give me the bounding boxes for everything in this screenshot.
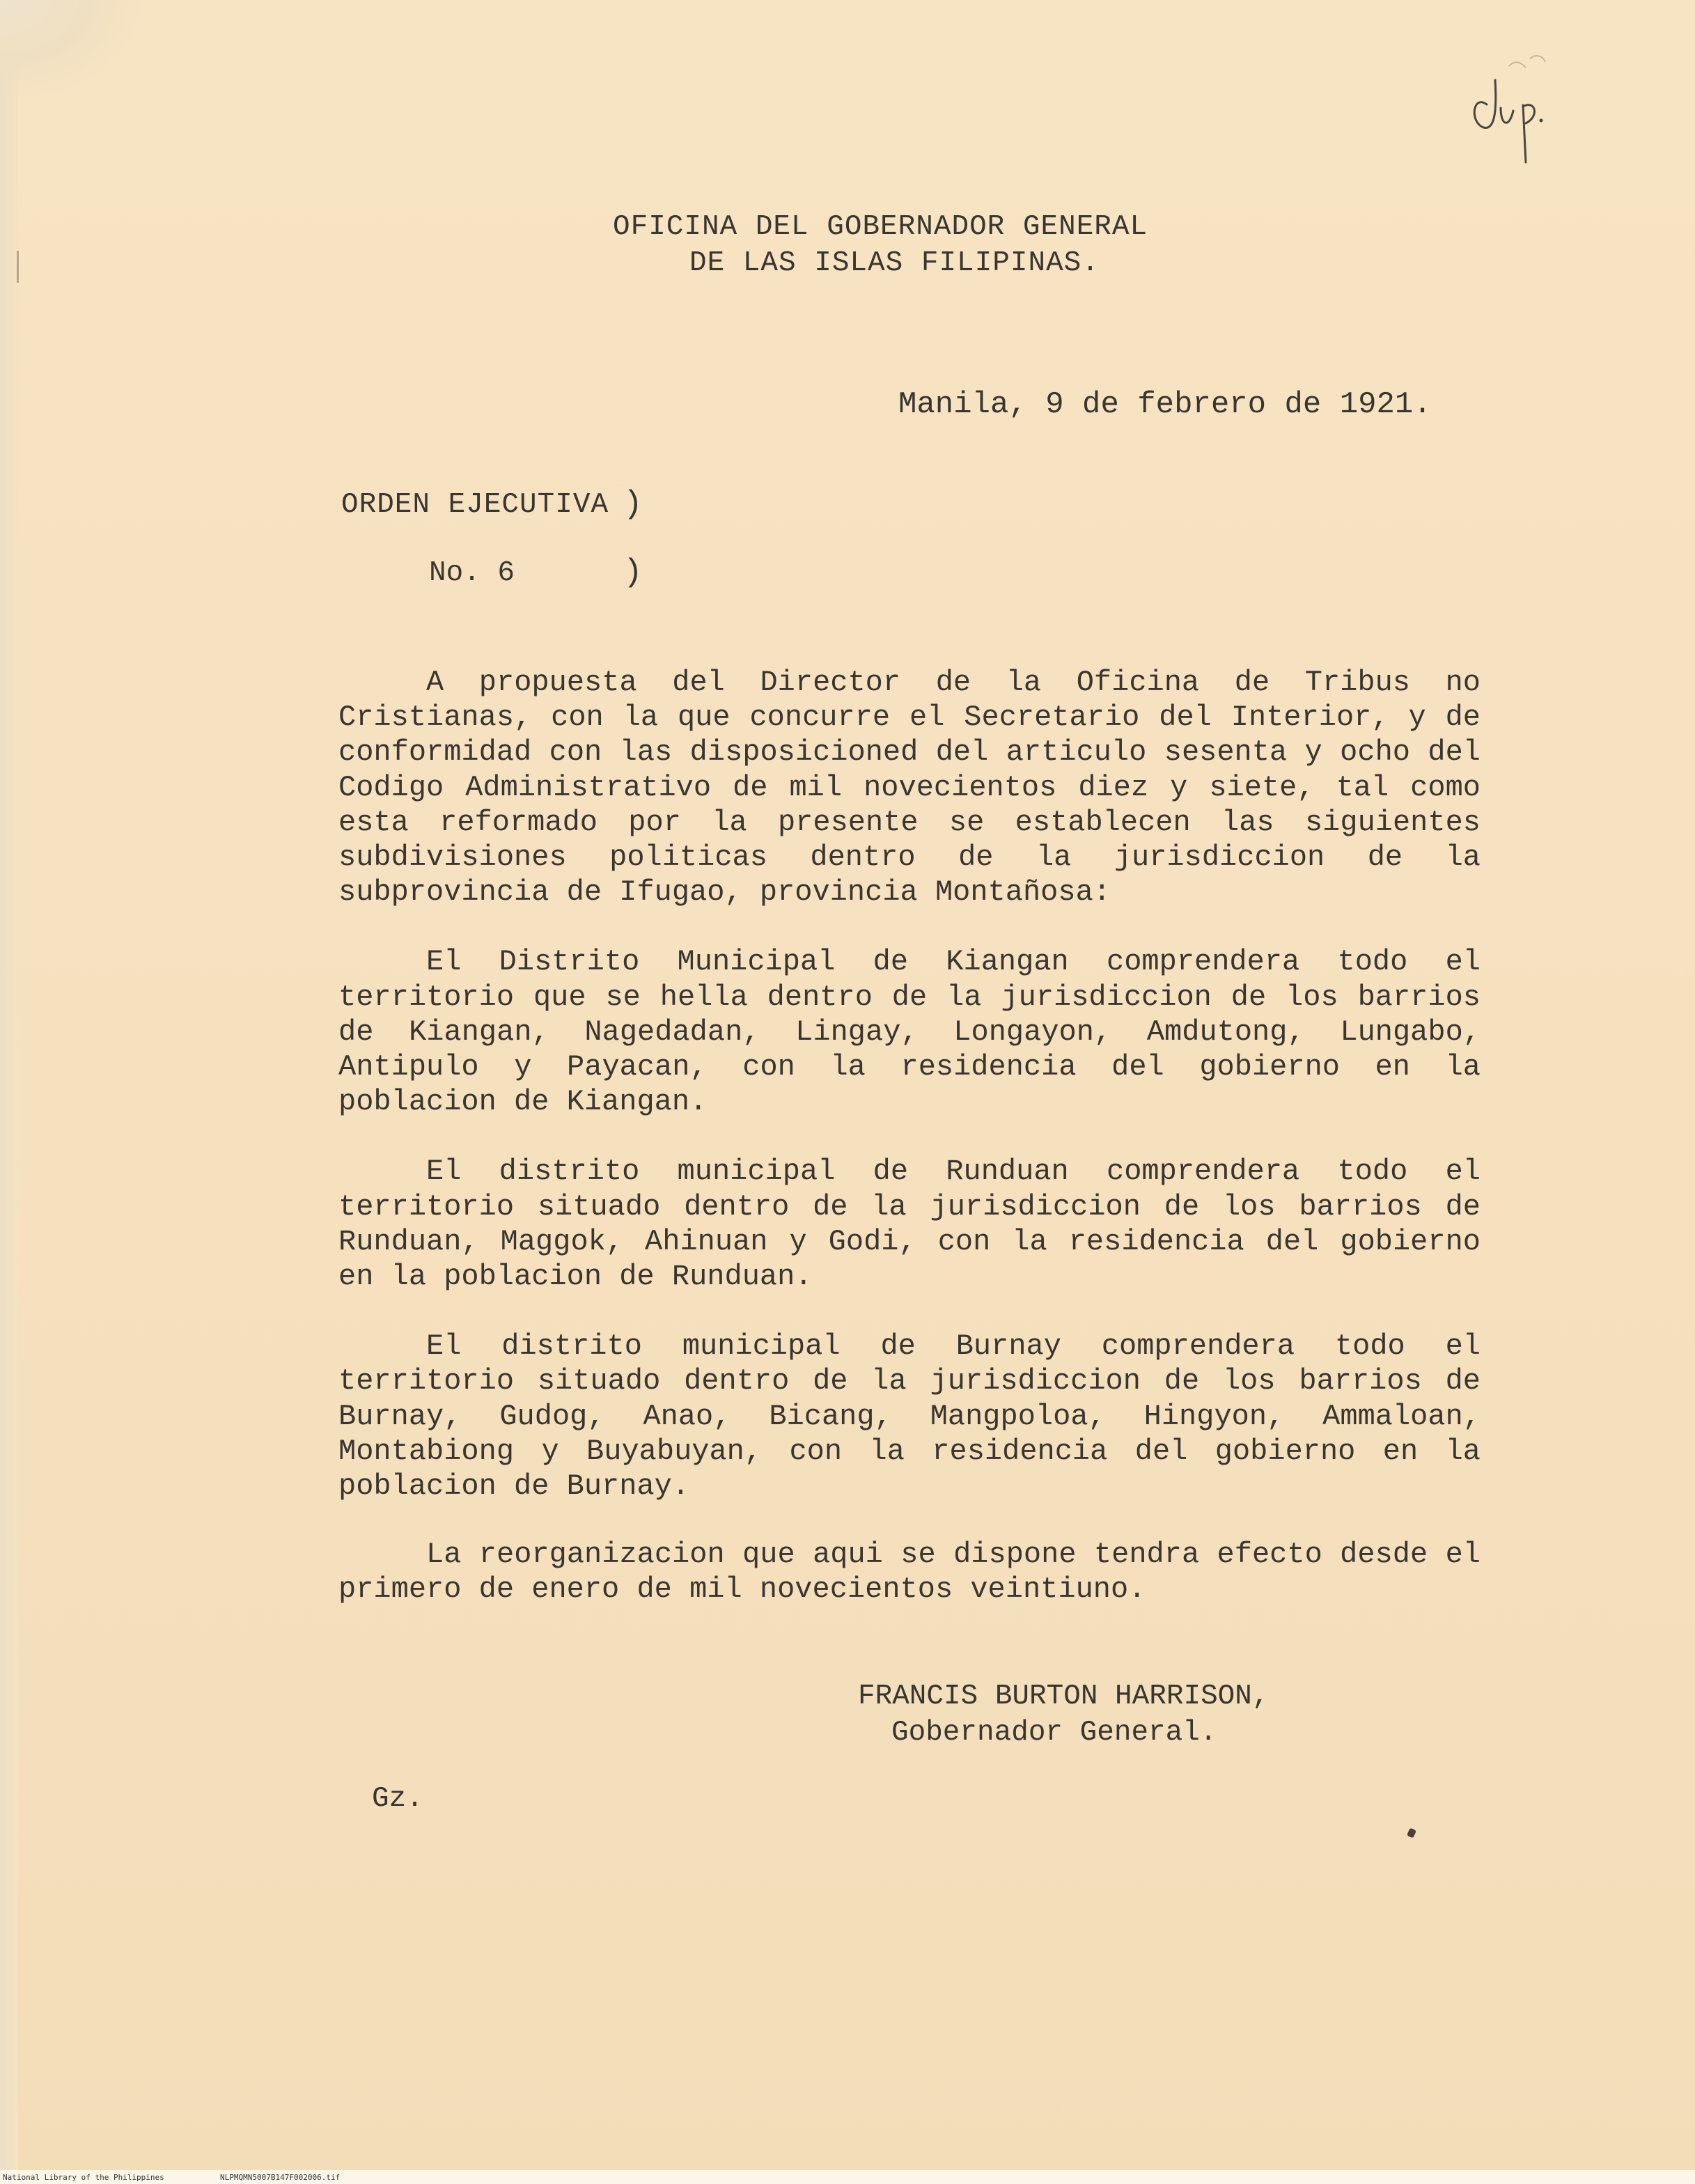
order-bracket-top: )	[623, 486, 643, 522]
typist-initials: Gz.	[372, 1783, 423, 1815]
page-edge	[0, 0, 18, 2184]
order-number: No. 6	[429, 557, 515, 589]
signatory-title: Gobernador General.	[891, 1717, 1217, 1749]
paragraph-runduan: El distrito municipal de Runduan comprendera todo el territorio situado dentro de la jurisdiccion de los barrios de Runduan, Maggok, Ahinuan y Godi, con la residencia del gobierno en la poblacion de Runduan.	[338, 1155, 1481, 1294]
footer-library-name: National Library of the Philippines	[3, 2173, 164, 2182]
margin-mark	[17, 251, 19, 283]
order-body	[338, 665, 1481, 1642]
ink-speck	[1407, 1827, 1416, 1838]
signatory-name: FRANCIS BURTON HARRISON,	[858, 1680, 1270, 1713]
order-title: ORDEN EJECUTIVA	[341, 489, 609, 521]
handwritten-annotation	[1466, 38, 1549, 171]
paragraph-effective-date: La reorganizacion que aqui se dispone tendra efecto desde el primero de enero de mil novecientos veintiuno.	[338, 1538, 1481, 1607]
header-line-office: OFICINA DEL GOBERNADOR GENERAL	[613, 211, 1148, 243]
paragraph-preamble: A propuesta del Director de la Oficina de Tribus no Cristianas, con la que concurre el Secretario del Interior, y de conformidad con las disposicioned del articulo sesenta y ocho del Codigo Administrativo de mil novecientos diez y siete, tal como esta reformado por la presente se establecen las siguientes subdivisiones politicas dentro de la jurisdiccion de la subprovincia de Ifugao, provincia Montañosa:	[338, 666, 1481, 910]
office-header	[613, 209, 1267, 281]
footer-file-id: NLPMQMN5007B147F002006.tif	[220, 2173, 341, 2182]
signature-block	[858, 1678, 1270, 1751]
header-line-islands: DE LAS ISLAS FILIPINAS.	[689, 247, 1100, 279]
paragraph-burnay: El distrito municipal de Burnay comprendera todo el territorio situado dentro de la jurisdiccion de los barrios de Burnay, Gudog, Anao, Bicang, Mangpoloa, Hingyon, Ammaloan, Montabiong y Buyabuyan, con la residencia del gobierno en la poblacion de Burnay.	[338, 1329, 1481, 1504]
order-bracket-bottom: )	[623, 554, 643, 591]
paragraph-kiangan: El Distrito Municipal de Kiangan comprendera todo el territorio que se hella dentro de la jurisdiccion de los barrios de Kiangan, Nagedadan, Lingay, Longayon, Amdutong, Lungabo, Antipulo y Payacan, con la residencia del gobierno en la poblacion de Kiangan.	[338, 945, 1481, 1119]
worn-corner	[0, 0, 139, 98]
document-date: Manila, 9 de febrero de 1921.	[898, 387, 1432, 422]
